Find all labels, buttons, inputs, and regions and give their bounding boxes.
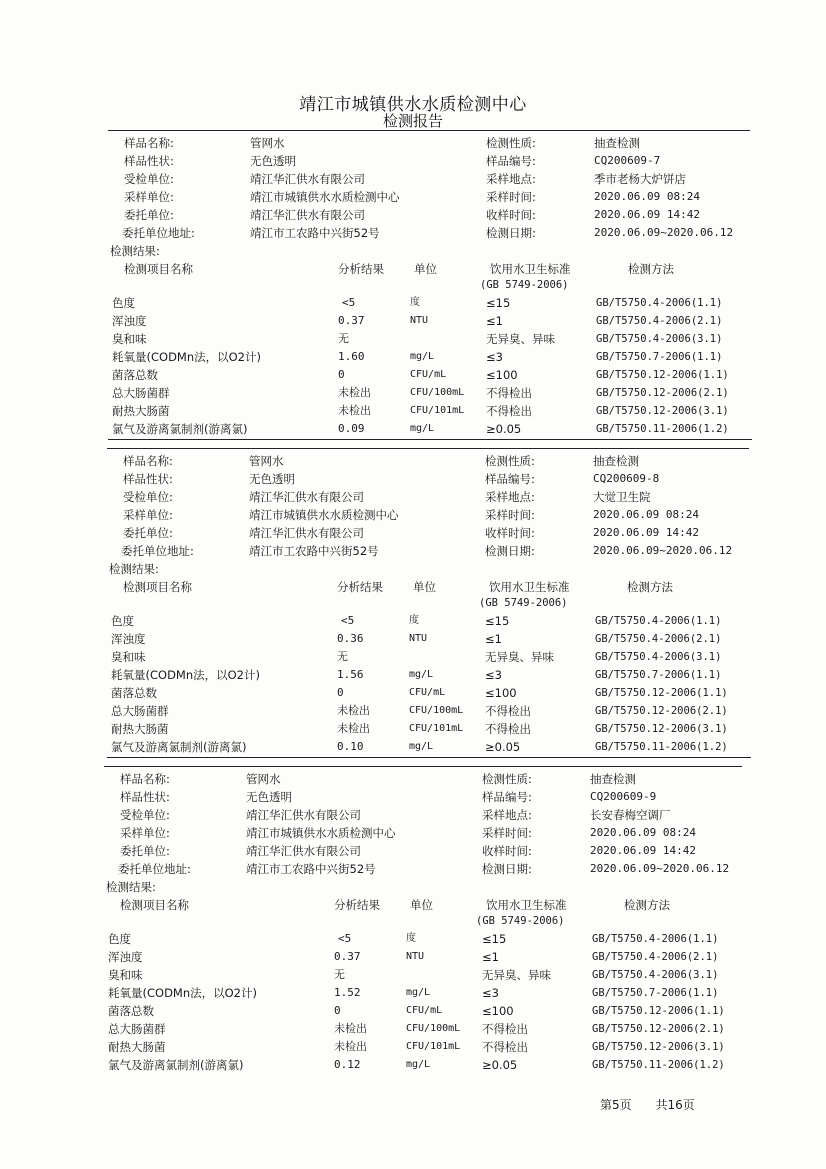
sample-number-label: 样品编号:	[485, 472, 535, 486]
item-name: 臭和味	[112, 332, 147, 346]
sample-name-label: 样品名称:	[123, 454, 173, 468]
receive-time-value: 2020.06.09 14:42	[593, 526, 699, 539]
method-value: GB/T5750.12-2006(2.1)	[596, 387, 729, 399]
method-value: GB/T5750.12-2006(2.1)	[595, 705, 728, 717]
unit-value: 度	[410, 297, 420, 308]
standard-value: 不得检出	[486, 404, 532, 418]
item-name: 菌落总数	[112, 368, 158, 382]
item-name: 浑浊度	[108, 950, 143, 964]
unit-value: CFU/101mL	[409, 723, 464, 734]
result-value: 0.12	[334, 1058, 361, 1071]
record-bottom-rule	[107, 757, 751, 758]
sampling-unit-label: 采样单位:	[123, 508, 173, 522]
result-value: 未检出	[334, 1040, 367, 1053]
standard-value: 不得检出	[485, 722, 531, 736]
test-date-value: 2020.06.09~2020.06.12	[593, 544, 733, 557]
unit-value: mg/L	[409, 741, 434, 752]
result-value: 0	[338, 368, 345, 381]
client-unit-label: 委托单位:	[123, 526, 173, 540]
sample-property-value: 无色透明	[249, 472, 295, 486]
method-value: GB/T5750.4-2006(2.1)	[595, 633, 722, 645]
result-value: 未检出	[337, 722, 370, 735]
item-name: 耐热大肠菌	[108, 1040, 166, 1054]
item-name: 菌落总数	[111, 686, 157, 700]
result-value: 1.56	[337, 668, 364, 681]
sample-name-label: 样品名称:	[124, 136, 174, 150]
sample-name-label: 样品名称:	[120, 772, 170, 786]
test-nature-label: 检测性质:	[486, 136, 536, 150]
result-value: 0	[337, 686, 344, 699]
page-number: 第5页	[600, 1098, 632, 1112]
test-date-value: 2020.06.09~2020.06.12	[594, 226, 734, 239]
item-name: 总大肠菌群	[108, 1022, 166, 1036]
report-title: 检测报告	[382, 112, 443, 130]
item-name: 臭和味	[111, 650, 146, 664]
standard-value: ≤3	[485, 668, 502, 682]
unit-value: CFU/100mL	[410, 387, 465, 398]
test-date-label: 检测日期:	[482, 862, 532, 876]
column-header-method: 检测方法	[624, 898, 670, 912]
standard-value: ≤1	[485, 632, 502, 646]
results-heading: 检测结果:	[110, 244, 160, 258]
standard-value: ≤3	[486, 350, 503, 364]
method-value: GB/T5750.12-2006(1.1)	[595, 687, 728, 699]
method-value: GB/T5750.11-2006(1.2)	[596, 423, 729, 435]
unit-value: mg/L	[410, 351, 435, 362]
sampling-time-value: 2020.06.09 08:24	[594, 190, 700, 203]
sample-property-value: 无色透明	[250, 154, 296, 168]
sampling-site-value: 大觉卫生院	[593, 490, 651, 504]
sampling-time-value: 2020.06.09 08:24	[590, 826, 696, 839]
method-value: GB/T5750.4-2006(3.1)	[596, 333, 723, 345]
item-name: 氯气及游离氯制剂(游离氯)	[111, 740, 247, 754]
result-value: 0	[334, 1004, 341, 1017]
method-value: GB/T5750.4-2006(1.1)	[595, 615, 722, 627]
method-value: GB/T5750.12-2006(2.1)	[592, 1023, 725, 1035]
standard-value: ≥0.05	[485, 740, 521, 754]
method-value: GB/T5750.12-2006(3.1)	[596, 405, 729, 417]
standard-value: ≤15	[486, 296, 511, 310]
unit-value: 度	[409, 615, 419, 626]
column-header-standard-sub: (GB 5749-2006)	[476, 915, 565, 927]
method-value: GB/T5750.12-2006(3.1)	[592, 1041, 725, 1053]
standard-value: ≤100	[486, 368, 518, 382]
column-header-result: 分析结果	[337, 580, 383, 594]
client-unit-value: 靖江华汇供水有限公司	[250, 208, 365, 222]
unit-value: mg/L	[409, 669, 434, 680]
result-value: <5	[338, 932, 352, 945]
standard-value: 无异臭、异味	[482, 968, 551, 982]
item-name: 氯气及游离氯制剂(游离氯)	[112, 422, 248, 436]
record-top-rule	[107, 448, 749, 449]
unit-value: NTU	[406, 951, 425, 962]
column-header-standard-sub: (GB 5749-2006)	[480, 279, 569, 291]
inspected-unit-label: 受检单位:	[123, 490, 173, 504]
method-value: GB/T5750.12-2006(1.1)	[592, 1005, 725, 1017]
result-value: 0.37	[338, 314, 365, 327]
unit-value: CFU/mL	[406, 1005, 443, 1016]
result-value: 未检出	[334, 1022, 367, 1035]
sample-property-label: 样品性状:	[120, 790, 170, 804]
method-value: GB/T5750.7-2006(1.1)	[596, 351, 723, 363]
client-address-value: 靖江市工农路中兴街52号	[249, 544, 379, 558]
unit-value: mg/L	[406, 1059, 431, 1070]
unit-value: CFU/100mL	[406, 1023, 461, 1034]
record-bottom-rule	[108, 439, 752, 440]
standard-value: 无异臭、异味	[485, 650, 554, 664]
results-heading: 检测结果:	[109, 562, 159, 576]
inspected-unit-value: 靖江华汇供水有限公司	[250, 172, 365, 186]
sampling-unit-value: 靖江市城镇供水水质检测中心	[249, 508, 399, 522]
client-address-value: 靖江市工农路中兴街52号	[250, 226, 380, 240]
standard-value: ≤3	[482, 986, 499, 1000]
sampling-site-label: 采样地点:	[482, 808, 532, 822]
test-date-value: 2020.06.09~2020.06.12	[590, 862, 730, 875]
item-name: 耗氧量(CODMn法，以O2计)	[112, 350, 261, 364]
result-value: 1.60	[338, 350, 365, 363]
method-value: GB/T5750.12-2006(1.1)	[596, 369, 729, 381]
column-header-item: 检测项目名称	[124, 262, 193, 276]
method-value: GB/T5750.7-2006(1.1)	[595, 669, 722, 681]
test-nature-value: 抽查检测	[593, 454, 639, 468]
sample-number-label: 样品编号:	[482, 790, 532, 804]
item-name: 浑浊度	[111, 632, 146, 646]
sampling-site-label: 采样地点:	[485, 490, 535, 504]
method-value: GB/T5750.7-2006(1.1)	[592, 987, 719, 999]
client-address-label: 委托单位地址:	[121, 544, 194, 558]
test-date-label: 检测日期:	[485, 544, 535, 558]
receive-time-value: 2020.06.09 14:42	[590, 844, 696, 857]
standard-value: 不得检出	[485, 704, 531, 718]
unit-value: mg/L	[410, 423, 435, 434]
standard-value: 不得检出	[486, 386, 532, 400]
receive-time-label: 收样时间:	[485, 526, 535, 540]
column-header-standard: 饮用水卫生标准	[489, 580, 570, 594]
test-nature-value: 抽查检测	[594, 136, 640, 150]
unit-value: 度	[406, 933, 416, 944]
method-value: GB/T5750.4-2006(2.1)	[592, 951, 719, 963]
sampling-time-label: 采样时间:	[486, 190, 536, 204]
inspected-unit-label: 受检单位:	[120, 808, 170, 822]
record-top-rule	[108, 130, 750, 131]
column-header-standard: 饮用水卫生标准	[486, 898, 567, 912]
column-header-item: 检测项目名称	[120, 898, 189, 912]
column-header-result: 分析结果	[338, 262, 384, 276]
item-name: 菌落总数	[108, 1004, 154, 1018]
test-nature-label: 检测性质:	[482, 772, 532, 786]
organization-title: 靖江市城镇供水水质检测中心	[299, 95, 527, 115]
result-value: <5	[341, 614, 355, 627]
result-value: 未检出	[338, 386, 371, 399]
item-name: 色度	[111, 614, 134, 628]
unit-value: mg/L	[406, 987, 431, 998]
receive-time-label: 收样时间:	[486, 208, 536, 222]
sample-property-value: 无色透明	[246, 790, 292, 804]
sampling-unit-label: 采样单位:	[124, 190, 174, 204]
sampling-site-label: 采样地点:	[486, 172, 536, 186]
sample-number-value: CQ200609-8	[593, 472, 660, 485]
receive-time-label: 收样时间:	[482, 844, 532, 858]
column-header-method: 检测方法	[628, 262, 674, 276]
item-name: 耐热大肠菌	[112, 404, 170, 418]
method-value: GB/T5750.4-2006(3.1)	[595, 651, 722, 663]
unit-value: CFU/101mL	[410, 405, 465, 416]
sample-property-label: 样品性状:	[123, 472, 173, 486]
result-value: 1.52	[334, 986, 361, 999]
client-address-label: 委托单位地址:	[118, 862, 191, 876]
item-name: 总大肠菌群	[111, 704, 169, 718]
standard-value: ≤15	[485, 614, 510, 628]
column-header-unit: 单位	[413, 580, 436, 594]
result-value: 0.09	[338, 422, 365, 435]
column-header-unit: 单位	[410, 898, 433, 912]
client-unit-value: 靖江华汇供水有限公司	[246, 844, 361, 858]
sampling-site-value: 季市老杨大炉饼店	[594, 172, 686, 186]
sample-property-label: 样品性状:	[124, 154, 174, 168]
result-value: 无	[337, 650, 348, 663]
inspected-unit-value: 靖江华汇供水有限公司	[246, 808, 361, 822]
item-name: 耐热大肠菌	[111, 722, 169, 736]
sampling-time-label: 采样时间:	[485, 508, 535, 522]
sample-number-value: CQ200609-9	[590, 790, 657, 803]
unit-value: CFU/100mL	[409, 705, 464, 716]
sample-number-value: CQ200609-7	[594, 154, 661, 167]
item-name: 臭和味	[108, 968, 143, 982]
result-value: 0.36	[337, 632, 364, 645]
unit-value: CFU/mL	[410, 369, 447, 380]
column-header-standard: 饮用水卫生标准	[490, 262, 571, 276]
standard-value: ≤1	[486, 314, 503, 328]
item-name: 总大肠菌群	[112, 386, 170, 400]
sampling-site-value: 长安春梅空调厂	[590, 808, 671, 822]
standard-value: 无异臭、异味	[486, 332, 555, 346]
method-value: GB/T5750.4-2006(2.1)	[596, 315, 723, 327]
test-nature-value: 抽查检测	[590, 772, 636, 786]
results-heading: 检测结果:	[106, 880, 156, 894]
sample-name-value: 管网水	[246, 772, 281, 786]
client-unit-value: 靖江华汇供水有限公司	[249, 526, 364, 540]
item-name: 耗氧量(CODMn法，以O2计)	[108, 986, 257, 1000]
inspected-unit-value: 靖江华汇供水有限公司	[249, 490, 364, 504]
sample-name-value: 管网水	[250, 136, 285, 150]
sampling-time-value: 2020.06.09 08:24	[593, 508, 699, 521]
sampling-time-label: 采样时间:	[482, 826, 532, 840]
standard-value: ≥0.05	[486, 422, 522, 436]
standard-value: ≤100	[485, 686, 517, 700]
standard-value: ≤100	[482, 1004, 514, 1018]
result-value: <5	[342, 296, 356, 309]
unit-value: CFU/mL	[409, 687, 446, 698]
item-name: 氯气及游离氯制剂(游离氯)	[108, 1058, 244, 1072]
method-value: GB/T5750.4-2006(3.1)	[592, 969, 719, 981]
sampling-unit-label: 采样单位:	[120, 826, 170, 840]
result-value: 未检出	[338, 404, 371, 417]
test-date-label: 检测日期:	[486, 226, 536, 240]
method-value: GB/T5750.4-2006(1.1)	[596, 297, 723, 309]
method-value: GB/T5750.4-2006(1.1)	[592, 933, 719, 945]
column-header-unit: 单位	[414, 262, 437, 276]
item-name: 色度	[112, 296, 135, 310]
sample-name-value: 管网水	[249, 454, 284, 468]
method-value: GB/T5750.11-2006(1.2)	[595, 741, 728, 753]
page-total: 共16页	[655, 1098, 695, 1112]
client-address-value: 靖江市工农路中兴街52号	[246, 862, 376, 876]
standard-value: 不得检出	[482, 1040, 528, 1054]
result-value: 0.37	[334, 950, 361, 963]
unit-value: NTU	[410, 315, 429, 326]
item-name: 色度	[108, 932, 131, 946]
inspected-unit-label: 受检单位:	[124, 172, 174, 186]
item-name: 耗氧量(CODMn法，以O2计)	[111, 668, 260, 682]
sampling-unit-value: 靖江市城镇供水水质检测中心	[250, 190, 400, 204]
method-value: GB/T5750.11-2006(1.2)	[592, 1059, 725, 1071]
sample-number-label: 样品编号:	[486, 154, 536, 168]
result-value: 无	[334, 968, 345, 981]
sampling-unit-value: 靖江市城镇供水水质检测中心	[246, 826, 396, 840]
standard-value: ≤1	[482, 950, 499, 964]
unit-value: NTU	[409, 633, 428, 644]
test-nature-label: 检测性质:	[485, 454, 535, 468]
record-top-rule	[104, 766, 742, 767]
item-name: 浑浊度	[112, 314, 147, 328]
unit-value: CFU/101mL	[406, 1041, 461, 1052]
result-value: 0.10	[337, 740, 364, 753]
client-unit-label: 委托单位:	[124, 208, 174, 222]
client-address-label: 委托单位地址:	[122, 226, 195, 240]
standard-value: ≥0.05	[482, 1058, 518, 1072]
standard-value: ≤15	[482, 932, 507, 946]
page-footer	[600, 1096, 715, 1113]
result-value: 未检出	[337, 704, 370, 717]
receive-time-value: 2020.06.09 14:42	[594, 208, 700, 221]
column-header-standard-sub: (GB 5749-2006)	[479, 597, 568, 609]
result-value: 无	[338, 332, 349, 345]
column-header-item: 检测项目名称	[123, 580, 192, 594]
standard-value: 不得检出	[482, 1022, 528, 1036]
method-value: GB/T5750.12-2006(3.1)	[595, 723, 728, 735]
column-header-method: 检测方法	[627, 580, 673, 594]
column-header-result: 分析结果	[334, 898, 380, 912]
client-unit-label: 委托单位:	[120, 844, 170, 858]
